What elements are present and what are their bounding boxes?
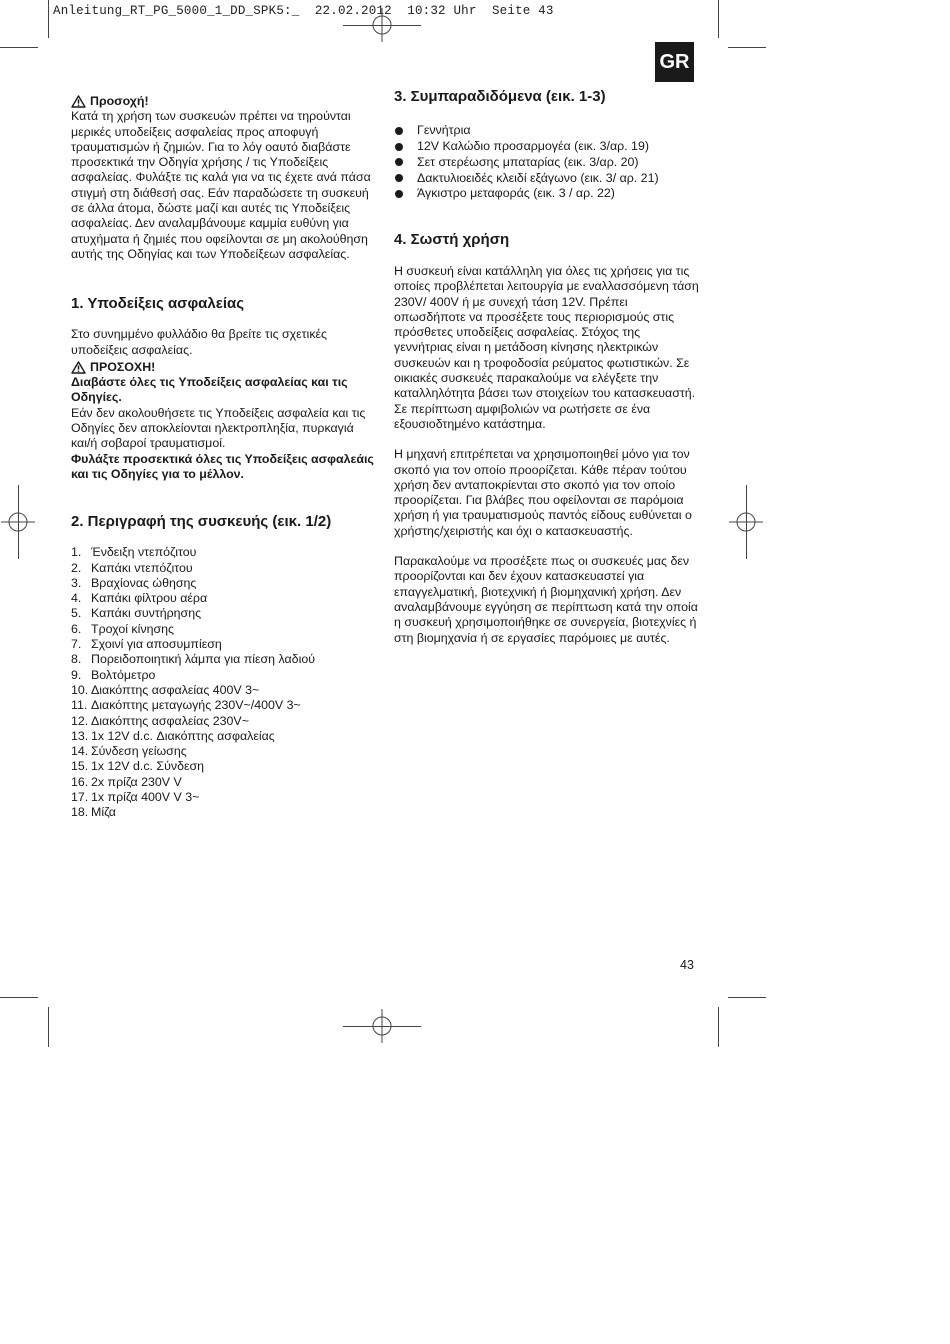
section4-paragraph: Η μηχανή επιτρέπεται να χρησιμοποιηθεί μόνο για τον σκοπό για τον οποίο προορίζεται. Κάθε πέραν τούτου χρήση δεν ανταποκρίενται στο σκοπό για τον οποίο προορίζεται. Για βλάβες που οφείλονται σε παρόμοια χρήση ή για τραυματισμούς παντός είδους ευθύνεται ο χρήστης/χειριστής και όχι ο κατασκευαστής.: [394, 447, 692, 538]
list-item-number: 13.: [71, 728, 89, 743]
list-item-number: 17.: [71, 789, 89, 804]
registration-crosshair-icon: [365, 1009, 399, 1043]
registration-crosshair-icon: [729, 505, 763, 539]
list-item-number: 11.: [71, 698, 88, 713]
caution-heading: [71, 94, 376, 109]
list-item-text: Καπάκι φίλτρου αέρα: [91, 591, 208, 606]
list-item-number: 3.: [71, 575, 82, 590]
bullet-icon: [395, 174, 403, 182]
list-item-number: 8.: [71, 652, 82, 667]
registration-crosshair-icon: [1, 505, 35, 539]
list-item: [71, 576, 376, 591]
list-item: [71, 683, 376, 698]
device-parts-list: [71, 545, 376, 820]
section4-paragraph: Η συσκευή είναι κατάλληλη για όλες τις χρήσεις για τις οποίες προβλέπεται λειτουργία με εναλλασσόμενη τάση 230V/ 400V ή με συνεχή τάση 12V. Πρέπει οπωσδήποτε να προσέξετε τους περιορισμούς στις πρόσθετες υποδείξεις ασφαλείας. Στόχος της γεννήτριας είναι η μετάδοση κίνησης ηλεκτρικών συσκευών και η τροφοδοσία ρεύματος φωτιστικών. Σε οικιακές συσκευές παρακαλούμε να ελέγξετε την καταλληλότητα βάσει των στοιχείων του κατασκευαστή. Σε περίπτωση αμφιβολιών να ρωτήσετε σε ένα εξουσιοδτημένο κατάστημα.: [394, 263, 699, 431]
warning-triangle-icon: [71, 95, 86, 108]
list-item-number: 4.: [71, 591, 82, 606]
caution-text: Κατά τη χρήση των συσκευών πρέπει να τηρούνται μερικές υποδείξεις ασφαλείας προς αποφυγή τραυματισμών ή ζημιών. Για το λόγ οαυτό διαβάστε προσεκτικά την Οδηγία χρήσης / τις Υποδείξεις ασφαλείας. Φυλάξτε τις καλά για να τις έχετε ανά πάσα στιγμή στη διάθεσή σας. Εάν παραδώσετε τη συσκευή σε άλλα άτομα, δώστε μαζί και αυτές τις Υποδείξεις ασφαλείας. Δεν αναλαμβάνουμε καμμία ευθύνη για ατυχήματα ή ζημιές που οφείλονται σε μη ακολούθηση αυτής της Οδηγίας και των Υποδείξεων ασφαλείας.: [71, 109, 371, 261]
list-item: [71, 622, 376, 637]
list-item: [71, 759, 376, 774]
list-item-number: 15.: [71, 759, 89, 774]
crop-mark: [48, 1007, 49, 1047]
caution-title: Προσοχή!: [90, 94, 149, 108]
section1-text: Στο συνημμένο φυλλάδιο θα βρείτε τις σχετικές υποδείξεις ασφαλείας.: [71, 327, 328, 357]
list-item: [71, 591, 376, 606]
page-number: 43: [680, 958, 694, 972]
list-item-number: 14.: [71, 744, 89, 759]
list-item-text: Καπάκι συντήρησης: [91, 606, 202, 621]
list-item-text: Σχοινί για αποσυμπίεση: [91, 637, 222, 652]
list-item-text: Σύνδεση γείωσης: [91, 744, 187, 759]
list-item-text: Σετ στερέωσης μπαταρίας (εικ. 3/αρ. 20): [417, 154, 639, 169]
bullet-icon: [395, 143, 403, 151]
list-item-text: Ένδειξη ντεπόζιτου: [91, 545, 197, 560]
list-item-text: Διακόπτης ασφαλείας 400V 3~: [91, 682, 260, 697]
crop-mark: [728, 997, 766, 998]
section4-title: 4. Σωστή χρήση: [394, 230, 510, 248]
list-item-text: Βραχίονας ώθησης: [91, 575, 197, 590]
list-item-number: 2.: [71, 560, 82, 575]
list-item-text: Καπάκι ντεπόζιτου: [91, 560, 193, 575]
warning-bold-text: Διαβάστε όλες τις Υποδείξεις ασφαλείας και τις Οδηγίες.: [71, 375, 348, 405]
list-item-text: Γεννήτρια: [417, 123, 471, 138]
list-item-text: Τροχοί κίνησης: [91, 621, 174, 636]
list-item-number: 18.: [71, 805, 89, 820]
list-item: [71, 606, 376, 621]
list-item-number: 7.: [71, 637, 82, 652]
warning-heading: [71, 360, 376, 375]
list-item-number: 12.: [71, 713, 89, 728]
list-item: [71, 652, 376, 667]
list-item: [71, 775, 376, 790]
warning-triangle-icon: [71, 361, 86, 374]
section4-paragraph: Παρακαλούμε να προσέξετε πως οι συσκευές μας δεν προορίζονται και δεν έχουν κατασκευαστεί για επαγγελματική, βιοτεχνική ή βιομηχανική χρήση. Δεν αναλαμβάνουμε εγγύηση σε περίπτωση κατά την οποία η συσκευή χρησιμοποιήθηκε σε συνεργεία, βιοτεχνίες ή στη βιομηχανία ή σε εργασίες παρόμοιες με αυτές.: [394, 554, 698, 645]
scope-of-delivery-list: [394, 123, 699, 202]
list-item-number: 10.: [71, 682, 89, 697]
print-header: Anleitung_RT_PG_5000_1_DD_SPK5:_ 22.02.2012 10:32 Uhr Seite 43: [53, 4, 554, 18]
section3-title: 3. Συμπαραδιδόμενα (εικ. 1-3): [394, 88, 606, 105]
list-item: [394, 155, 699, 171]
list-item-number: 6.: [71, 621, 82, 636]
crop-mark: [0, 47, 38, 48]
list-item-text: 1x 12V d.c. Διακόπτης ασφαλείας: [91, 728, 275, 743]
crop-mark: [0, 997, 38, 998]
list-item-number: 9.: [71, 667, 82, 682]
list-item: [71, 744, 376, 759]
list-item: [71, 637, 376, 652]
section1-title: 1. Υποδείξεις ασφαλείας: [71, 295, 245, 313]
list-item-text: 12V Καλώδιο προσαρμογέα (εικ. 3/αρ. 19): [417, 139, 649, 154]
list-item: [71, 714, 376, 729]
list-item-text: 2x πρίζα 230V V: [91, 774, 182, 789]
left-column: [71, 94, 376, 821]
list-item-text: Πορειδοποιητική λάμπα για πίεση λαδιού: [91, 652, 315, 667]
section2-title: 2. Περιγραφή της συσκευής (εικ. 1/2): [71, 513, 332, 531]
bullet-icon: [395, 127, 403, 135]
list-item-text: Διακόπτης μεταγωγής 230V~/400V 3~: [91, 698, 301, 713]
language-badge: GR: [655, 42, 694, 82]
list-item-text: Μίζα: [91, 805, 116, 820]
list-item: [71, 668, 376, 683]
list-item: [394, 123, 699, 139]
list-item: [71, 790, 376, 805]
list-item-text: Δακτυλιοειδές κλειδί εξάγωνο (εικ. 3/ αρ. 21): [417, 170, 659, 185]
crop-mark: [48, 0, 49, 38]
list-item-text: Διακόπτης ασφαλείας 230V~: [91, 713, 249, 728]
list-item-text: Βολτόμετρο: [91, 667, 156, 682]
list-item: [71, 698, 376, 713]
list-item-text: 1x 12V d.c. Σύνδεση: [91, 759, 205, 774]
list-item: [71, 805, 376, 820]
crop-mark: [718, 0, 719, 38]
list-item-text: Άγκιστρο μεταφοράς (εικ. 3 / αρ. 22): [417, 186, 615, 201]
bullet-icon: [395, 190, 403, 198]
bullet-icon: [395, 158, 403, 166]
list-item: [71, 729, 376, 744]
list-item-text: 1x πρίζα 400V V 3~: [91, 789, 200, 804]
list-item: [394, 139, 699, 155]
list-item: [394, 186, 699, 202]
crop-mark: [728, 47, 766, 48]
list-item: [394, 170, 699, 186]
list-item: [71, 545, 376, 560]
list-item-number: 16.: [71, 774, 89, 789]
registration-crosshair-icon: [365, 8, 399, 42]
right-column: [394, 88, 699, 646]
list-item-number: 1.: [71, 545, 82, 560]
warning-text: Εάν δεν ακολουθήσετε τις Υποδείξεις ασφαλεία και τις Οδηγίες δεν αποκλείονται ηλεκτροπληξία, πυρκαγιά και/ή σοβαροί τραυματισμοί.: [71, 405, 366, 451]
list-item: [71, 561, 376, 576]
warning-title: ΠΡΟΣΟΧΗ!: [90, 359, 156, 374]
crop-mark: [718, 1007, 719, 1047]
list-item-number: 5.: [71, 606, 82, 621]
warning-bold-text: Φυλάξτε προσεκτικά όλες τις Υποδείξεις ασφαλεάις και τις Οδηγίες για το μέλλον.: [71, 451, 374, 481]
